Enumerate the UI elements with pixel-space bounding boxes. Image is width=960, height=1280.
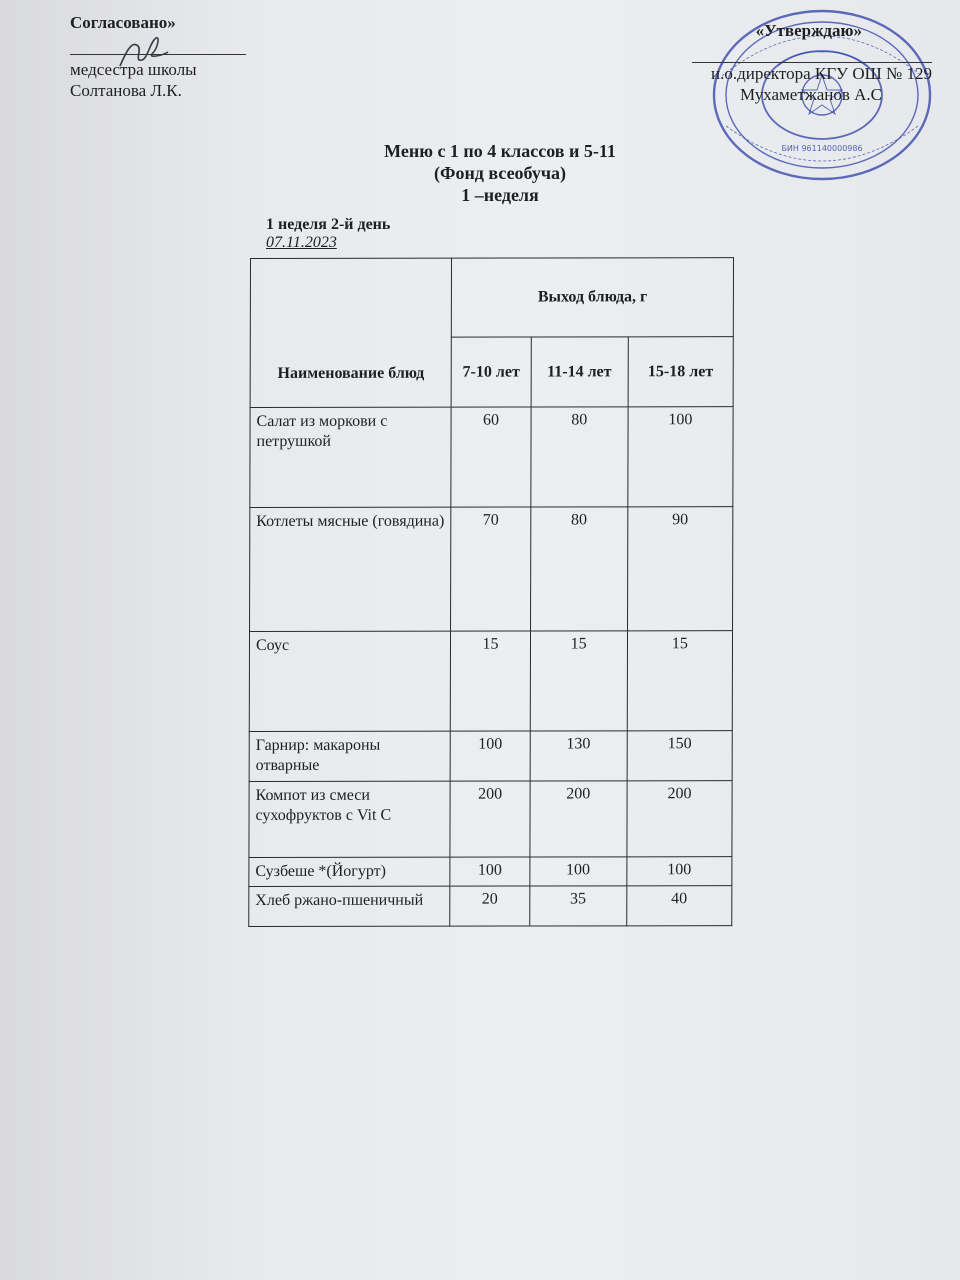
table-row [250,407,733,508]
day-label: 1 неделя 2-й день [266,216,391,233]
dish-name: Соус [249,631,451,731]
handwritten-signature-left [112,32,172,72]
value-15-18: 150 [627,731,732,781]
value-11-14: 200 [529,781,626,857]
menu-table [248,257,734,927]
value-15-18: 100 [628,407,734,507]
day-info [266,216,390,252]
value-15-18: 200 [627,781,732,857]
menu-date: 07.11.2023 [266,234,337,251]
dish-name: Сузбеше *(Йогурт) [249,857,450,886]
dish-name: Гарнир: макароны отварные [249,731,451,781]
approval-block-right [662,18,932,105]
value-15-18: 40 [626,886,731,926]
fund-subtitle: (Фонд всеобуча) [433,163,567,183]
menu-title: Меню с 1 по 4 классов и 5-11 [384,141,616,161]
value-7-10: 15 [451,631,530,731]
agreed-title: Согласовано» [70,13,176,32]
value-7-10: 100 [451,731,530,781]
table-header-row [250,258,733,338]
header-age-7-10: 7-10 лет [452,337,531,407]
director-name: Мухаметжанов А.С [740,85,882,104]
header-age-15-18: 15-18 лет [628,337,733,407]
value-7-10: 60 [451,407,530,507]
value-7-10: 20 [450,886,529,926]
value-15-18: 90 [627,507,733,631]
value-15-18: 100 [627,857,732,886]
table-row [249,857,732,887]
value-11-14: 35 [529,886,626,926]
table-row [249,886,732,927]
table-row [250,507,733,632]
dish-name: Салат из моркови с петрушкой [250,407,452,507]
header-age-11-14: 11-14 лет [531,337,628,407]
week-label: 1 –неделя [461,185,539,205]
nurse-name: Солтанова Л.К. [70,81,182,100]
value-11-14: 80 [530,407,627,507]
value-11-14: 100 [529,857,626,886]
menu-header [300,140,700,206]
header-dish-name: Наименование блюд [250,258,452,407]
approval-block-left [70,10,260,101]
dish-name: Хлеб ржано-пшеничный [249,886,451,926]
table-row [249,781,732,858]
value-7-10: 200 [450,781,529,857]
director-role: и.о.директора КГУ ОШ № 129 [710,64,932,83]
stamp-bin-text: БИН 961140000986 [781,144,863,153]
value-11-14: 15 [530,631,627,731]
value-15-18: 15 [627,631,733,731]
value-11-14: 130 [530,731,627,781]
dish-name: Котлеты мясные (говядина) [250,507,452,631]
table-row [249,731,732,782]
approve-title: «Утверждаю» [755,21,862,40]
value-7-10: 100 [450,857,529,886]
header-output: Выход блюда, г [452,258,734,338]
table-row [249,631,732,732]
dish-name: Компот из смеси сухофруктов с Vit C [249,781,451,857]
nurse-role: медсестра школы [70,60,197,79]
value-11-14: 80 [530,507,628,631]
value-7-10: 70 [451,507,530,631]
